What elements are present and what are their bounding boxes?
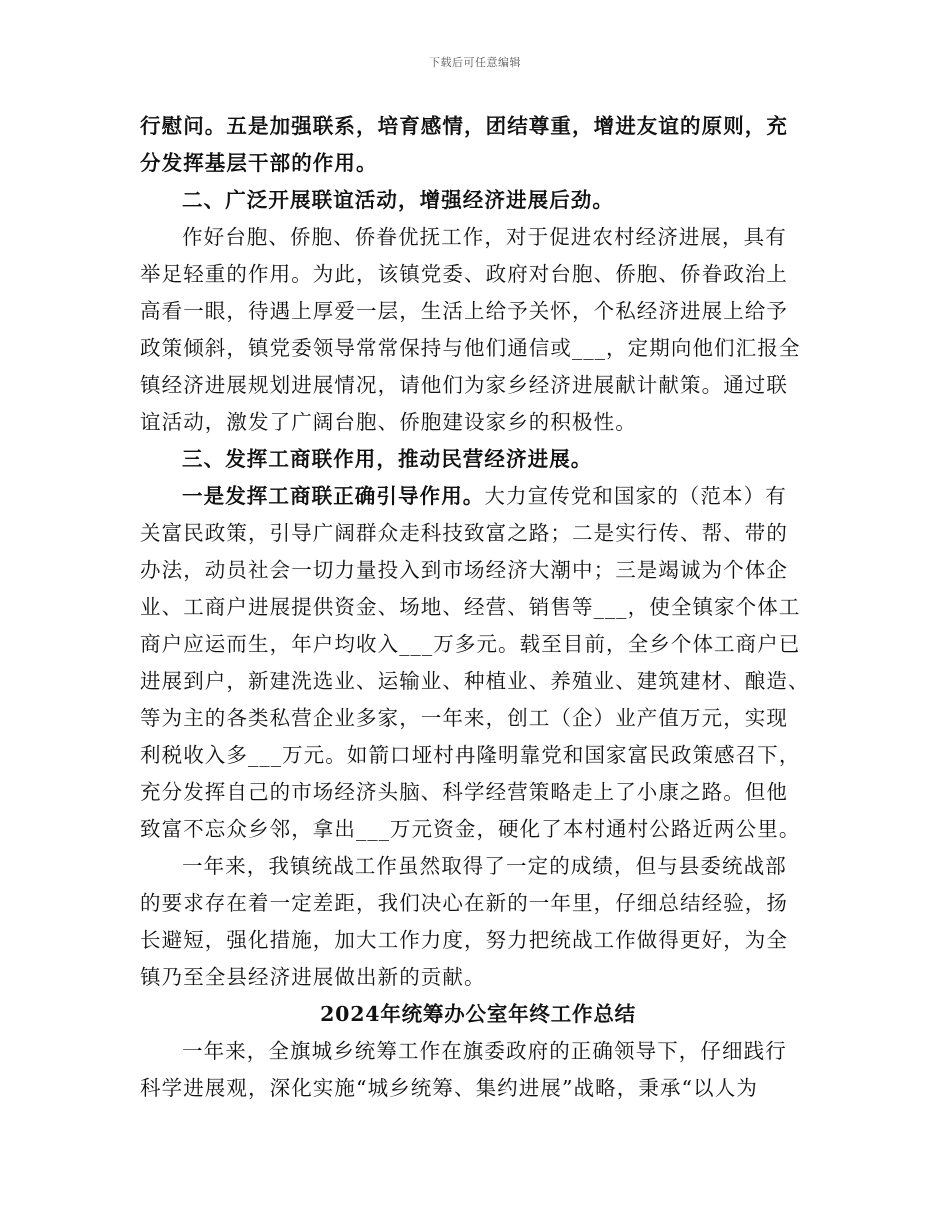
paragraph-line: 业、工商户进展提供资金、场地、经营、销售等___，使全镇家个体工 (140, 595, 801, 619)
paragraph-line: 办法，动员社会一切力量投入到市场经济大潮中；三是竭诚为个体企 (140, 558, 788, 582)
paragraph-line: 镇经济进展规划进展情况，请他们为家乡经济进展献计献策。通过联 (140, 373, 788, 397)
bold-lead-text: 一是发挥工商联正确引导作用。 (182, 484, 485, 508)
document-body (140, 108, 816, 1107)
paragraph-line: 利税收入多___万元。如箭口垭村冉隆明靠党和国家富民政策感召下， (140, 743, 801, 767)
paragraph-line: 行慰问。五是加强联系，培育感情，团结尊重，增进友谊的原则，充 (140, 114, 788, 138)
section-heading-3: 三、发挥工商联作用，推动民营经济进展。 (182, 447, 593, 471)
paragraph-line: 政策倾斜，镇党委领导常常保持与他们通信或___，定期向他们汇报全 (140, 336, 801, 360)
section-heading-2: 二、广泛开展联谊活动，增强经济进展后劲。 (182, 188, 614, 212)
paragraph-line: 进展到户，新建洗选业、运输业、种植业、养殖业、建筑建材、酿造、 (140, 669, 810, 693)
paragraph-line: 等为主的各类私营企业多家，一年来，创工（企）业产值万元，实现 (140, 706, 788, 730)
paragraph-line: 关富民政策，引导广阔群众走科技致富之路；二是实行传、帮、带的 (140, 521, 788, 545)
document-title: 2024年统筹办公室年终工作总结 (320, 1002, 636, 1026)
paragraph-line: 一年来，我镇统战工作虽然取得了一定的成绩，但与县委统战部 (182, 854, 787, 878)
paragraph-line: 高看一眼，待遇上厚爱一层，生活上给予关怀，个私经济进展上给予 (140, 299, 788, 323)
paragraph-line (140, 478, 816, 515)
paragraph-line: 的要求存在着一定差距，我们决心在新的一年里，仔细总结经验，扬 (140, 891, 788, 915)
paragraph-line: 镇乃至全县经济进展做出新的贡献。 (140, 965, 486, 989)
page-header-watermark: 下载后可任意编辑 (429, 56, 521, 69)
paragraph-line: 谊活动，激发了广阔台胞、侨胞建设家乡的积极性。 (140, 410, 637, 434)
paragraph-text: 大力宣传党和国家的（范本）有 (484, 484, 787, 508)
paragraph-line: 商户应运而生，年户均收入___万多元。载至目前，全乡个体工商户已 (140, 632, 801, 656)
paragraph-line: 作好台胞、侨胞、侨眷优抚工作，对于促进农村经济进展，具有 (182, 225, 787, 249)
paragraph-line: 举足轻重的作用。为此，该镇党委、政府对台胞、侨胞、侨眷政治上 (140, 262, 788, 286)
paragraph-line: 分发挥基层干部的作用。 (140, 151, 378, 175)
paragraph-line: 科学进展观，深化实施“城乡统筹、集约进展”战略，秉承“以人为 (140, 1076, 758, 1100)
paragraph-line: 致富不忘众乡邻，拿出___万元资金，硬化了本村通村公路近两公里。 (140, 817, 801, 841)
paragraph-line: 充分发挥自己的市场经济头脑、科学经营策略走上了小康之路。但他 (140, 780, 788, 804)
paragraph-line: 长避短，强化措施，加大工作力度，努力把统战工作做得更好，为全 (140, 928, 788, 952)
paragraph-line: 一年来，全旗城乡统筹工作在旗委政府的正确领导下，仔细践行 (182, 1039, 787, 1063)
